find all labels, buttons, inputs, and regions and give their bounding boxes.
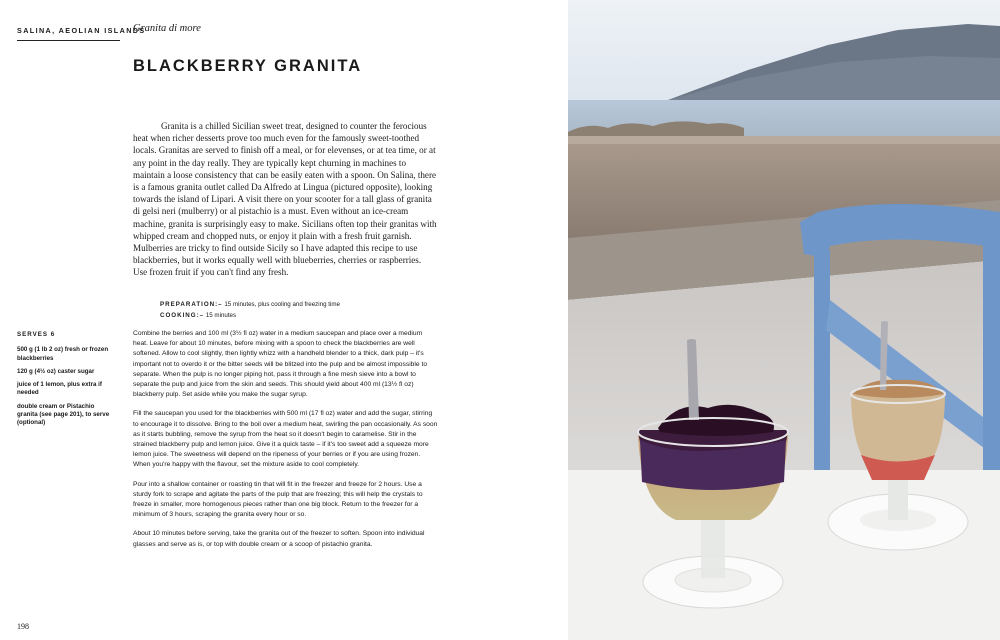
cooking-label: COOKING:– [160,311,205,319]
method-step: Fill the saucepan you used for the blackberries with 500 ml (17 fl oz) water and add the sugar, stirring to encourage it to dissolve. Bring to the boil over a medium heat, swirling the pan occasionally. As soon as it starts bubbling, remove the syrup from the heat so it doesn't begin to caramelise. Stir in the strained blackberry pulp and lemon juice. Give it a quick taste – if it's too sweet add a squeeze more lemon juice. The sweetness will depend on the ripeness of your berries or if you are using frozen. When you're happy with the flavour, set the mixture aside to cool completely. [133,410,438,469]
recipe-meta [160,300,340,321]
page-number: 198 [17,622,29,631]
intro-text [133,120,437,279]
method-step: Pour into a shallow container or roasting tin that will fit in the freezer and freeze for 2 hours. Use a sturdy fork to scrape and agitate the parts of the pulp that are freezing; this will help the crystals to freeze in smaller, more homogenous pieces rather than one big block. Return to the freezer for a minimum of 3 hours, scraping the granita every hour or so. [133,480,423,519]
cooking-value: 15 minutes [205,311,237,319]
preparation-value: 15 minutes, plus cooling and freezing time [224,301,340,308]
ingredient-item: juice of 1 lemon, plus extra if needed [17,381,102,397]
running-head: SALINA, AEOLIAN ISLANDS [17,26,146,35]
intro-paragraph: Granita is a chilled Sicilian sweet treat, designed to counter the ferocious heat when richer desserts prove too much even for the famously sweet-toothed locals. Granitas are served to finish off a meal, or for elevenses, or at tea time, or at any point in the day really. They are typically kept churning in machines to maintain a loose consistency that can be easily eaten with a spoon. On Salina, there is a famous granita outlet called Da Alfredo at Lingua (pictured opposite), looking towards the island of Lipari. A visit there on your scooter for a tall glass of granita di gelsi neri (mulberry) or al pistachio is a must. Even without an ice-cream machine, granita is surprisingly easy to make. Sicilians often top their granitas with whipped cream and chopped nuts, or enjoy it plain with a fresh fruit garnish. Mulberries are tricky to find outside Sicily so I have adapted this recipe to use blackberries, but it works equally well with blueberries, cherries or raspberries. Use frozen fruit if you can't find any fresh. [133,121,437,278]
ingredient-item: 120 g (4½ oz) caster sugar [17,367,95,375]
method-step: About 10 minutes before serving, take the granita out of the freezer to soften. Spoon into individual glasses and serve as is, or top with double cream or a scoop of pistachio granita. [133,530,425,548]
granita-photo-illustration [568,0,1000,640]
ingredients-column [17,331,112,433]
recipe-title: BLACKBERRY GRANITA [133,57,363,75]
preparation-line [160,300,340,311]
serves-heading: SERVES 6 [17,331,56,338]
granita-photo [568,0,1000,640]
running-head-rule [17,40,120,41]
method-step: Combine the berries and 100 ml (3½ fl oz) water in a medium saucepan and place over a medium heat. Leave for about 10 minutes, before mixing with a spoon to check the blackberries are well softened. Allow to cool slightly, then lightly whizz with a handheld blender to a thick, dark pulp – it's important not to overdo it or the bitter seeds will be blitzed into the pulp and be almost impossible to separate. When the pulp is no longer piping hot, pass it through a fine mesh sieve into a bowl to separate the pulp and juice from the skin and seeds. This should yield about 400 ml (13½ fl oz) blackberry pulp. Set aside while you make the sugar syrup. [133,330,428,399]
cooking-line [160,311,340,322]
section-title: Granita di more [133,23,201,34]
ingredient-item: 500 g (1 lb 2 oz) fresh or frozen blackberries [17,346,109,362]
preparation-label: PREPARATION:– [160,301,223,308]
ingredient-item: double cream or Pistachio granita (see page 201), to serve (optional) [17,402,110,427]
method-text [133,329,438,559]
